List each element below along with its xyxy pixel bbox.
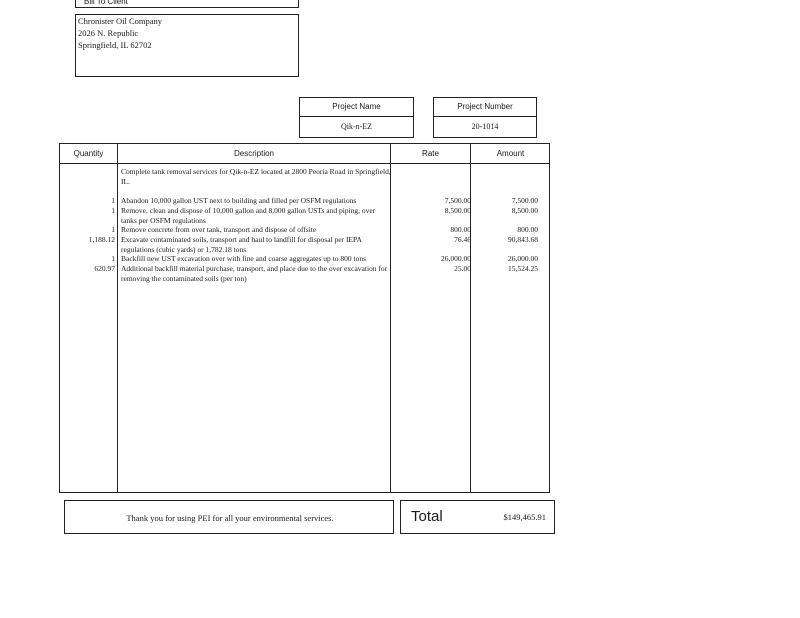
column-divider [117,144,118,492]
line-item-description: Remove, clean and dispose of 10,000 gallon and 8,000 gallon USTs and piping, over tanks per OSFM regulations [121,206,376,225]
project-number-label: Project Number [434,98,536,117]
line-item-description: Excavate contaminated soils, transport and haul to landfill for disposal per IEPA regulations (cubic yards) or 1,782.18 tons [121,235,362,254]
project-name-label: Project Name [300,98,413,117]
description-header: Description [233,149,274,158]
line-item-description: Remove concrete from over tank, transport and dispose of offsite [121,225,317,234]
bill-to-company: Chronister Oil Company [78,16,163,26]
line-item-description: Abandon 10,000 gallon UST next to building and filled per OSFM regulations [121,196,357,205]
line-item-rate: 8,500.00 [444,206,471,215]
thank-you-message: Thank you for using PEI for all your environmental services. [126,513,334,523]
bill-to-city: Springfield, IL 62702 [78,40,152,50]
line-item-description: Complete tank removal services for Qik-n-EZ located at 2800 Peoria Road in Springfield, IL. [121,167,391,186]
line-item-rate: 800.00 [450,225,471,234]
line-item-rate: 25.00 [454,264,471,273]
line-item-amount: 800.00 [517,225,538,234]
total-amount: $149,465.91 [503,512,546,522]
line-item-rate: 7,500.00 [444,196,471,205]
project-name-value: Qik-n-EZ [340,122,373,131]
project-number-box [433,97,537,138]
total-label: Total [411,508,443,525]
line-item-rate: 26,000.00 [441,254,471,263]
bill-to-street: 2026 N. Republic [78,28,139,38]
line-item-amount: 8,500.00 [511,206,538,215]
line-item-quantity: 1 [111,254,115,263]
bill-to-label: Bill To Client [84,0,128,6]
line-item-description: Backfill new UST excavation over with fine and coarse aggregates up to 800 tons [121,254,366,263]
rate-header: Rate [422,149,439,158]
total-box [400,500,555,534]
line-item-quantity: 620.97 [94,264,115,273]
line-item-quantity: 1,188.12 [88,235,115,244]
line-item-amount: 90,843.68 [508,235,538,244]
line-item-rate: 76.46 [454,235,471,244]
line-item-description: Additional backfill material purchase, transport, and place due to the over excavation for removing the contaminated soils (per ton) [121,264,388,283]
amount-header: Amount [496,149,525,158]
line-item-quantity: 1 [111,196,115,205]
line-item-amount: 15,524.25 [508,264,538,273]
quantity-header: Quantity [73,149,104,158]
line-item-amount: 7,500.00 [511,196,538,205]
line-item-quantity: 1 [111,225,115,234]
project-name-box [299,97,414,138]
thank-you-box [64,500,394,534]
line-items-table [59,143,550,493]
line-item-quantity: 1 [111,206,115,215]
line-item-amount: 26,000.00 [508,254,538,263]
project-number-value: 20-1014 [471,122,499,131]
header-divider [60,163,549,164]
